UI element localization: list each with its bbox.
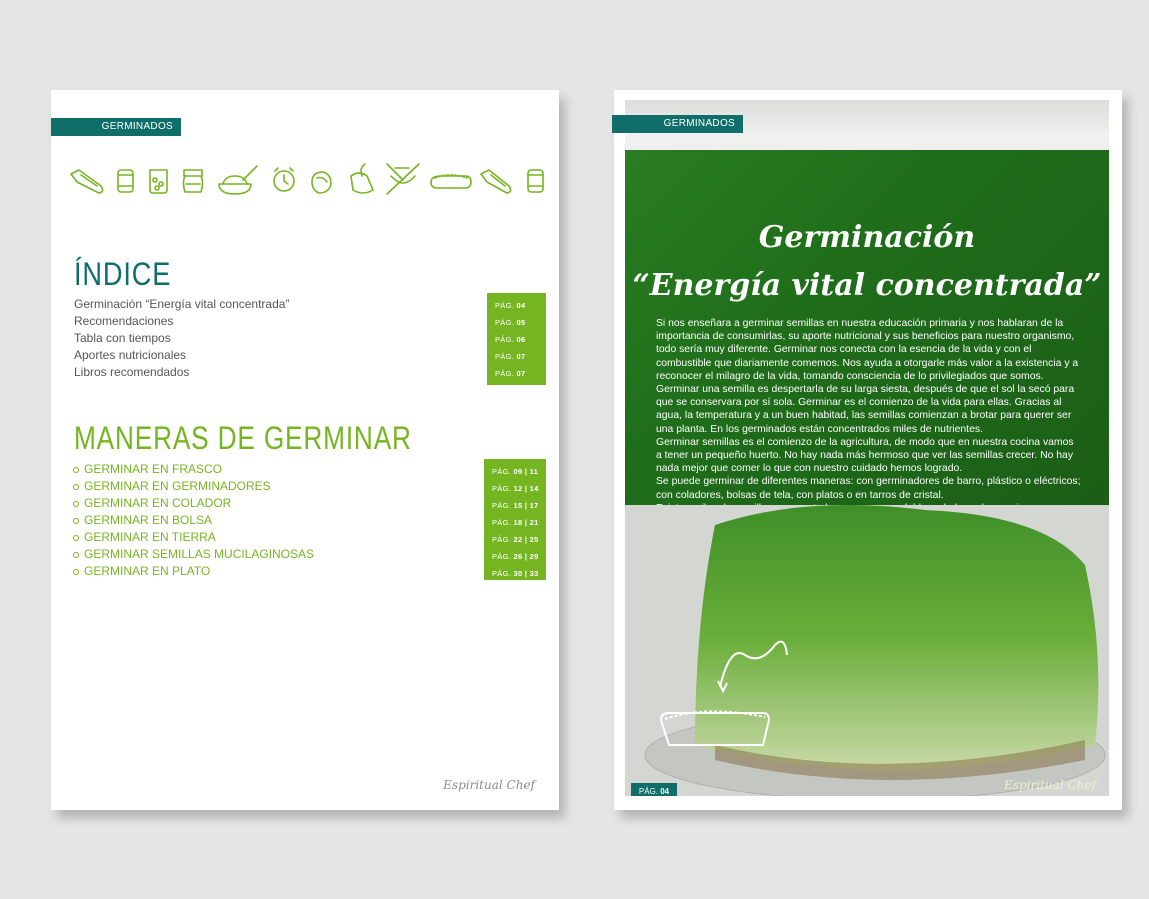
strainer-icon [387,164,419,194]
index-page-numbers [487,293,546,385]
method-item[interactable]: GERMINAR EN PLATO [73,563,314,580]
page-reference: PÁG. 26 | 29 [492,552,539,561]
page-reference: PÁG. 07 [495,369,526,378]
paragraph: Se puede germinar de diferentes maneras: con germinadores de barro, plástico o eléctricos; con coladores, bolsas de tela, con platos o en tarros de cristal. [656,476,1081,501]
methods-list [73,461,314,580]
tray-icon [431,175,471,188]
page-reference: PÁG. 05 [495,318,526,327]
paragraph: Germinar una semilla es despertarla de su larga siesta, después de que el sol la secó para que se conservara por sí sola. Germinar es el comienzo de la vida para ellas. Gracias al agua, la temperatura y a un buen habitad, las semillas comienzan a brotar para querer ser una planta. En los germinados están concentrados miles de nutrientes. [656,384,1075,435]
article-title: Germinación [758,220,976,255]
method-item[interactable]: GERMINAR EN COLADOR [73,495,314,512]
index-item[interactable]: Recomendaciones [74,314,174,328]
page-reference: PÁG. 30 | 33 [492,569,539,578]
bullet-icon [73,484,79,490]
bullet-icon [73,535,79,541]
sprouts-illustration [625,505,1109,796]
sprouts-photo [625,100,1109,796]
jar-icon [118,170,133,192]
seed-jar-icon [150,170,167,193]
method-item[interactable]: GERMINAR EN GERMINADORES [73,478,314,495]
page-reference: PÁG. 22 | 25 [492,535,539,544]
page-reference: PÁG. 18 | 21 [492,518,539,527]
bullet-icon [73,501,79,507]
scoop-icon [71,170,103,193]
page-reference: PÁG. 06 [495,335,526,344]
page-reference: PÁG. 04 [495,301,526,310]
section-tab: GERMINADOS [612,115,743,133]
section-tab: GERMINADOS [51,118,181,136]
jar-icon [528,170,543,192]
article-subtitle: “Energía vital concentrada” [632,268,1102,303]
article-body [656,317,1081,528]
method-item[interactable]: GERMINAR SEMILLAS MUCILAGINOSAS [73,546,314,563]
text-panel [625,150,1109,505]
index-title: ÍNDICE [74,256,172,292]
paragraph: Si nos enseñara a germinar semillas en nuestra educación primaria y nos hablaran de la importancia de consumirlas, su aporte nutricional y sus beneficios para nuestro organismo, todo sería muy diferente. Germinar nos conecta con la esencia de la vida y con el combustible que diariamente comemos. Nos ayuda a otorgarle más valor a la existencia y a reconocer el milagro de la vida, tomando consciencia de lo privilegiados que somos. [656,318,1079,382]
method-page-numbers [484,459,546,580]
bean-icon [312,172,331,193]
page-reference: PÁG. 12 | 14 [492,484,539,493]
bowl-icon [219,166,257,194]
sprout-bag-icon [351,164,373,193]
bullet-icon [73,552,79,558]
method-item[interactable]: GERMINAR EN TIERRA [73,529,314,546]
page-number: PÁG. 04 [631,783,677,796]
method-item[interactable]: GERMINAR EN BOLSA [73,512,314,529]
page-reference: PÁG. 15 | 17 [492,501,539,510]
index-item[interactable]: Aportes nutricionales [74,348,187,362]
page-reference: PÁG. 09 | 11 [492,467,539,476]
index-page [51,90,559,810]
method-item[interactable]: GERMINAR EN FRASCO [73,461,314,478]
methods-title: MANERAS DE GERMINAR [74,420,412,456]
alarm-clock-icon [274,168,294,191]
paragraph: Germinar semillas es el comienzo de la agricultura, de modo que en nuestra cocina vamos a tener un pequeño huerto. No hay nada más hermoso que ver las semillas crecer. No hay nada mejor que comer lo que con nuestro cuidado hemos logrado. [656,436,1074,475]
bullet-icon [73,467,79,473]
bullet-icon [73,518,79,524]
scoop-icon [481,170,511,193]
index-item[interactable]: Libros recomendados [74,365,190,379]
index-list [74,296,289,381]
brand-logo: Espiritual Chef [1004,778,1096,792]
index-item[interactable]: Germinación “Energía vital concentrada” [74,297,290,311]
brand-logo: Espiritual Chef [443,778,535,792]
article-page [614,90,1122,810]
bullet-icon [73,569,79,575]
icon-strip [69,160,547,200]
mason-jar-icon [184,170,203,192]
page-reference: PÁG. 07 [495,352,526,361]
index-item[interactable]: Tabla con tiempos [74,331,171,345]
